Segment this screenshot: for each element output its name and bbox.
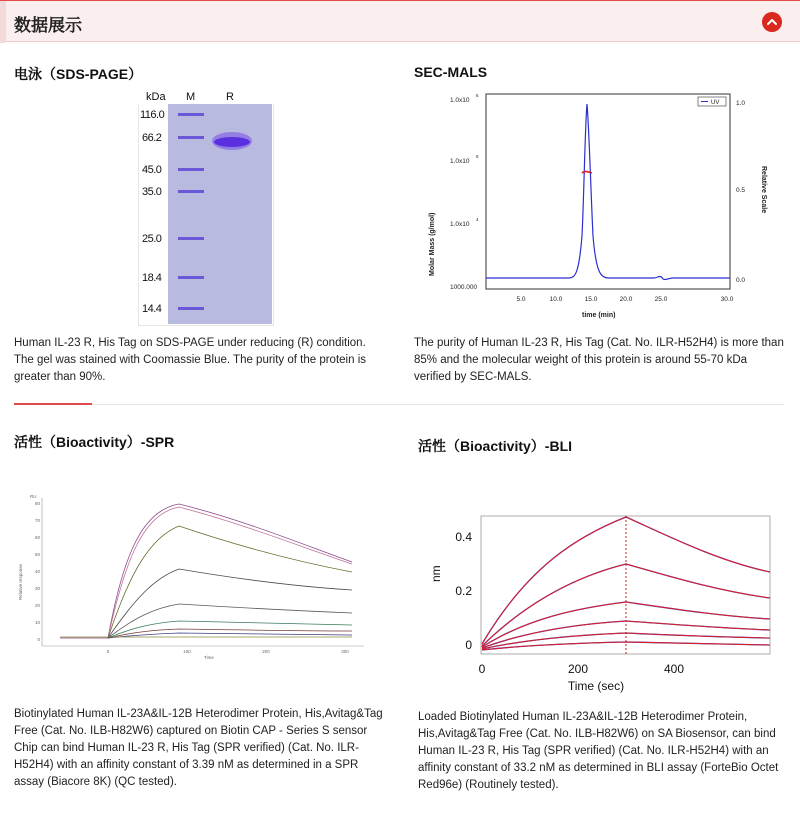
bli-ytick: 0	[465, 638, 472, 652]
mals-title: SEC-MALS	[414, 64, 488, 80]
ladder-band	[178, 276, 204, 279]
spr-ru-label: RU	[30, 494, 37, 499]
mals-xtick: 30.0	[720, 296, 734, 303]
mals-ytick: 1.0x10	[450, 158, 470, 165]
sds-gel-image	[138, 86, 274, 326]
mals-xtick: 5.0	[516, 296, 526, 303]
spr-title: 活性（Bioactivity）-SPR	[14, 434, 175, 450]
spr-ytick: 0	[37, 637, 40, 642]
spr-curve	[108, 604, 352, 638]
spr-xtick: 200	[262, 649, 270, 654]
header-accent	[0, 1, 6, 43]
mals-xtick: 10.0	[549, 296, 563, 303]
ladder-band	[178, 190, 204, 193]
sample-band	[214, 137, 250, 147]
spr-ytick: 10	[34, 620, 40, 625]
spr-ytick: 60	[34, 535, 40, 540]
gel-marker: 35.0	[142, 186, 162, 198]
bli-title: 活性（Bioactivity）-BLI	[418, 438, 573, 454]
section-header	[0, 0, 800, 42]
spr-caption: Biotinylated Human IL-23A&IL-12B Heterodimer Protein, His,Avitag&Tag Free (Cat. No. ILB-H82W6) captured on Biotin CAP - Series S sensor Chip can bind Human IL-23 R, His Tag (SPR verified) (Cat. No. ILR-H52H4) with an affinity constant of 3.39 nM as determined in a SPR assay (Biacore 8K) (QC tested).	[14, 708, 383, 788]
bli-xlabel: Time (sec)	[567, 679, 625, 693]
spr-ytick: 50	[34, 552, 40, 557]
mals-xtick: 25.0	[654, 296, 668, 303]
mals-ylabel: Molar Mass (g/mol)	[429, 212, 436, 276]
mals-yexp: 4	[476, 217, 479, 222]
mals-chart	[414, 86, 784, 322]
bli-chart	[418, 506, 778, 696]
mals-y2tick: 0.5	[736, 187, 746, 194]
gel-marker: 45.0	[142, 164, 162, 176]
bli-ytick: 0.2	[455, 584, 472, 598]
spr-ytick: 30	[34, 586, 40, 591]
bli-ytick: 0.4	[455, 530, 472, 544]
sds-title: 电泳（SDS-PAGE）	[14, 66, 143, 82]
collapse-button[interactable]	[762, 12, 782, 32]
mals-y2tick: 1.0	[736, 100, 746, 107]
gel-marker: 18.4	[142, 272, 162, 284]
mals-xlabel: time (min)	[582, 312, 616, 319]
gel-marker: 116.0	[140, 109, 165, 121]
mals-xtick: 15.0	[584, 296, 598, 303]
section-divider-accent	[14, 403, 92, 405]
spr-xtick: 100	[183, 649, 191, 654]
mals-caption: The purity of Human IL-23 R, His Tag (Cat. No. ILR-H52H4) is more than 85% and the molecular weight of this protein is around 55-70 kDa verified by SEC-MALS.	[414, 337, 784, 383]
mals-yexp: 5	[476, 154, 479, 159]
chevron-up-icon	[762, 12, 782, 32]
spr-xtick: 300	[341, 649, 349, 654]
mals-uv-trace	[486, 104, 730, 280]
bli-xtick: 400	[663, 662, 685, 676]
section-title: 数据展示	[14, 16, 82, 35]
bli-xtick: 200	[567, 662, 589, 676]
gel-col-r: R	[226, 91, 234, 103]
gel-marker: 66.2	[142, 132, 162, 144]
spr-xlabel: Time	[204, 655, 214, 660]
mals-y2label: Relative Scale	[760, 166, 767, 214]
spr-ytick: 70	[34, 518, 40, 523]
mals-xtick: 20.0	[619, 296, 633, 303]
mals-plot-frame	[486, 94, 730, 289]
section-divider	[14, 404, 784, 405]
ladder-band	[178, 113, 204, 116]
spr-chart	[14, 490, 374, 666]
gel-col-kda: kDa	[146, 91, 166, 103]
ladder-band	[178, 237, 204, 240]
spr-ytick: 20	[34, 603, 40, 608]
mals-ytick: 1.0x10	[450, 97, 470, 104]
mals-ytick: 1.0x10	[450, 221, 470, 228]
ladder-band	[178, 136, 204, 139]
bli-xtick: 0	[478, 662, 486, 676]
ladder-band	[178, 307, 204, 310]
spr-ylabel: Relative response	[18, 563, 23, 600]
mals-y2tick: 0.0	[736, 277, 746, 284]
bli-caption: Loaded Biotinylated Human IL-23A&IL-12B Heterodimer Protein, His,Avitag&Tag Free (Cat. No. ILB-H82W6) on SA Biosensor, can bind Human IL-23 R, His Tag (SPR verified) (Cat. No. ILR-H52H4) with an affinity constant of 33.2 nM as determined in BLI assay (ForteBio Octet Red96e) (Routinely tested).	[418, 711, 779, 791]
spr-ytick: 40	[34, 569, 40, 574]
sds-caption: Human IL-23 R, His Tag on SDS-PAGE under reducing (R) condition. The gel was stained with Coomassie Blue. The purity of the protein is greater than 90%.	[14, 337, 366, 383]
ladder-band	[178, 168, 204, 171]
bli-ylabel: nm	[429, 565, 443, 582]
gel-col-m: M	[186, 91, 196, 103]
spr-curve	[108, 569, 352, 638]
mals-legend-label: UV	[711, 100, 720, 106]
mals-yexp: 6	[476, 93, 479, 98]
mals-ytick: 1000.000	[450, 284, 478, 291]
spr-curve	[108, 526, 352, 638]
gel-marker: 25.0	[142, 233, 162, 245]
gel-marker: 14.4	[142, 303, 162, 315]
spr-curve	[60, 504, 352, 638]
spr-ytick: 80	[34, 501, 40, 506]
spr-xtick: 0	[106, 649, 110, 654]
